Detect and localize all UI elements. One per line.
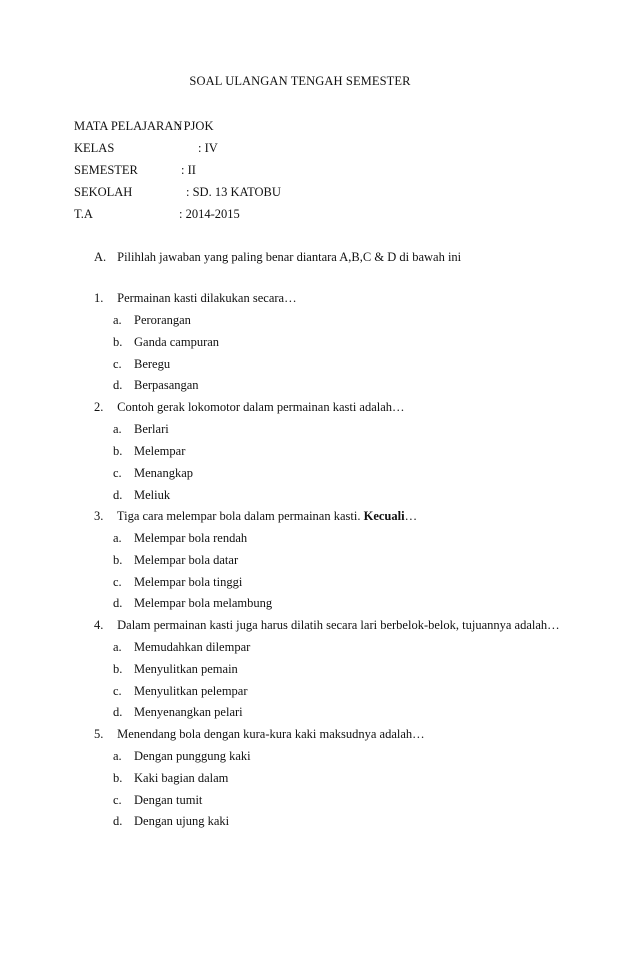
option-letter: c. (113, 466, 122, 480)
option-text: Menyenangkan pelari (134, 705, 243, 719)
instruction-text: Pilihlah jawaban yang paling benar diantara A,B,C & D di bawah ini (117, 250, 462, 264)
option-letter: d. (113, 705, 123, 719)
option-text: Perorangan (134, 313, 191, 327)
option-text: Meliuk (134, 488, 171, 502)
option-text: Menangkap (134, 466, 194, 480)
option-letter: c. (113, 793, 122, 807)
info-label: MATA PELAJARAN (74, 119, 183, 133)
option-5b (113, 771, 228, 786)
option-text: Berlari (134, 422, 169, 436)
option-3d (113, 596, 272, 611)
option-4c (113, 684, 248, 699)
question-4 (94, 618, 560, 633)
info-value: : IV (198, 141, 218, 155)
option-text: Melempar bola tinggi (134, 575, 243, 589)
option-3a (113, 531, 247, 546)
info-label: SEKOLAH (74, 185, 133, 199)
option-2b (113, 444, 185, 459)
option-4b (113, 662, 238, 677)
option-letter: d. (113, 488, 123, 502)
option-letter: c. (113, 357, 122, 371)
option-letter: d. (113, 814, 123, 828)
option-5c (113, 793, 202, 808)
question-5 (94, 727, 425, 742)
question-3 (94, 509, 417, 524)
option-2a (113, 422, 169, 437)
option-text: Melempar bola melambung (134, 596, 273, 610)
option-text: Dengan tumit (134, 793, 203, 807)
option-5d (113, 814, 229, 829)
option-letter: d. (113, 596, 123, 610)
option-1c (113, 357, 170, 372)
page-title: SOAL ULANGAN TENGAH SEMESTER (189, 74, 411, 88)
option-3c (113, 575, 242, 590)
option-text: Ganda campuran (134, 335, 220, 349)
option-text: Melempar bola datar (134, 553, 239, 567)
question-number: 1. (94, 291, 104, 305)
question-suffix: … (404, 509, 418, 523)
option-4d (113, 705, 243, 720)
question-number: 3. (94, 509, 104, 523)
question-emphasis: Kecuali (363, 509, 405, 523)
option-letter: b. (113, 444, 123, 458)
option-letter: c. (113, 575, 122, 589)
option-2c (113, 466, 193, 481)
option-letter: d. (113, 378, 123, 392)
option-text: Memudahkan dilempar (134, 640, 251, 654)
option-letter: a. (113, 313, 122, 327)
option-1b (113, 335, 219, 350)
instruction (94, 250, 461, 265)
question-text: Menendang bola dengan kura-kura kaki maksudnya adalah… (117, 727, 425, 741)
info-label: KELAS (74, 141, 115, 155)
option-letter: a. (113, 531, 122, 545)
info-label: SEMESTER (74, 163, 138, 177)
option-1a (113, 313, 191, 328)
option-letter: b. (113, 335, 123, 349)
info-value: : PJOK (177, 119, 214, 133)
option-4a (113, 640, 250, 655)
option-5a (113, 749, 251, 764)
question-2 (94, 400, 405, 415)
question-text: Dalam permainan kasti juga harus dilatih secara lari berbelok-belok, tujuannya adalah… (117, 618, 560, 632)
question-number: 5. (94, 727, 104, 741)
question-number: 2. (94, 400, 104, 414)
option-letter: a. (113, 422, 122, 436)
option-letter: b. (113, 553, 123, 567)
option-1d (113, 378, 199, 393)
option-letter: c. (113, 684, 122, 698)
option-text: Melempar bola rendah (134, 531, 248, 545)
option-letter: b. (113, 771, 123, 785)
info-value: : SD. 13 KATOBU (186, 185, 281, 199)
option-2d (113, 488, 170, 503)
question-text: Contoh gerak lokomotor dalam permainan kasti adalah… (117, 400, 405, 414)
info-value: : 2014-2015 (179, 207, 240, 221)
option-text: Kaki bagian dalam (134, 771, 229, 785)
question-1 (94, 291, 297, 306)
option-text: Dengan punggung kaki (134, 749, 251, 763)
option-text: Melempar (134, 444, 186, 458)
question-text: Permainan kasti dilakukan secara… (117, 291, 297, 305)
info-label: T.A (74, 207, 93, 221)
option-letter: a. (113, 749, 122, 763)
option-text: Menyulitkan pemain (134, 662, 238, 676)
option-text: Menyulitkan pelempar (134, 684, 248, 698)
instruction-letter: A. (94, 250, 107, 264)
option-text: Beregu (134, 357, 171, 371)
option-3b (113, 553, 238, 568)
question-number: 4. (94, 618, 104, 632)
question-text: Tiga cara melempar bola dalam permainan kasti. (116, 509, 361, 523)
option-letter: a. (113, 640, 122, 654)
option-letter: b. (113, 662, 123, 676)
option-text: Berpasangan (134, 378, 199, 392)
info-value: : II (181, 163, 196, 177)
option-text: Dengan ujung kaki (134, 814, 230, 828)
